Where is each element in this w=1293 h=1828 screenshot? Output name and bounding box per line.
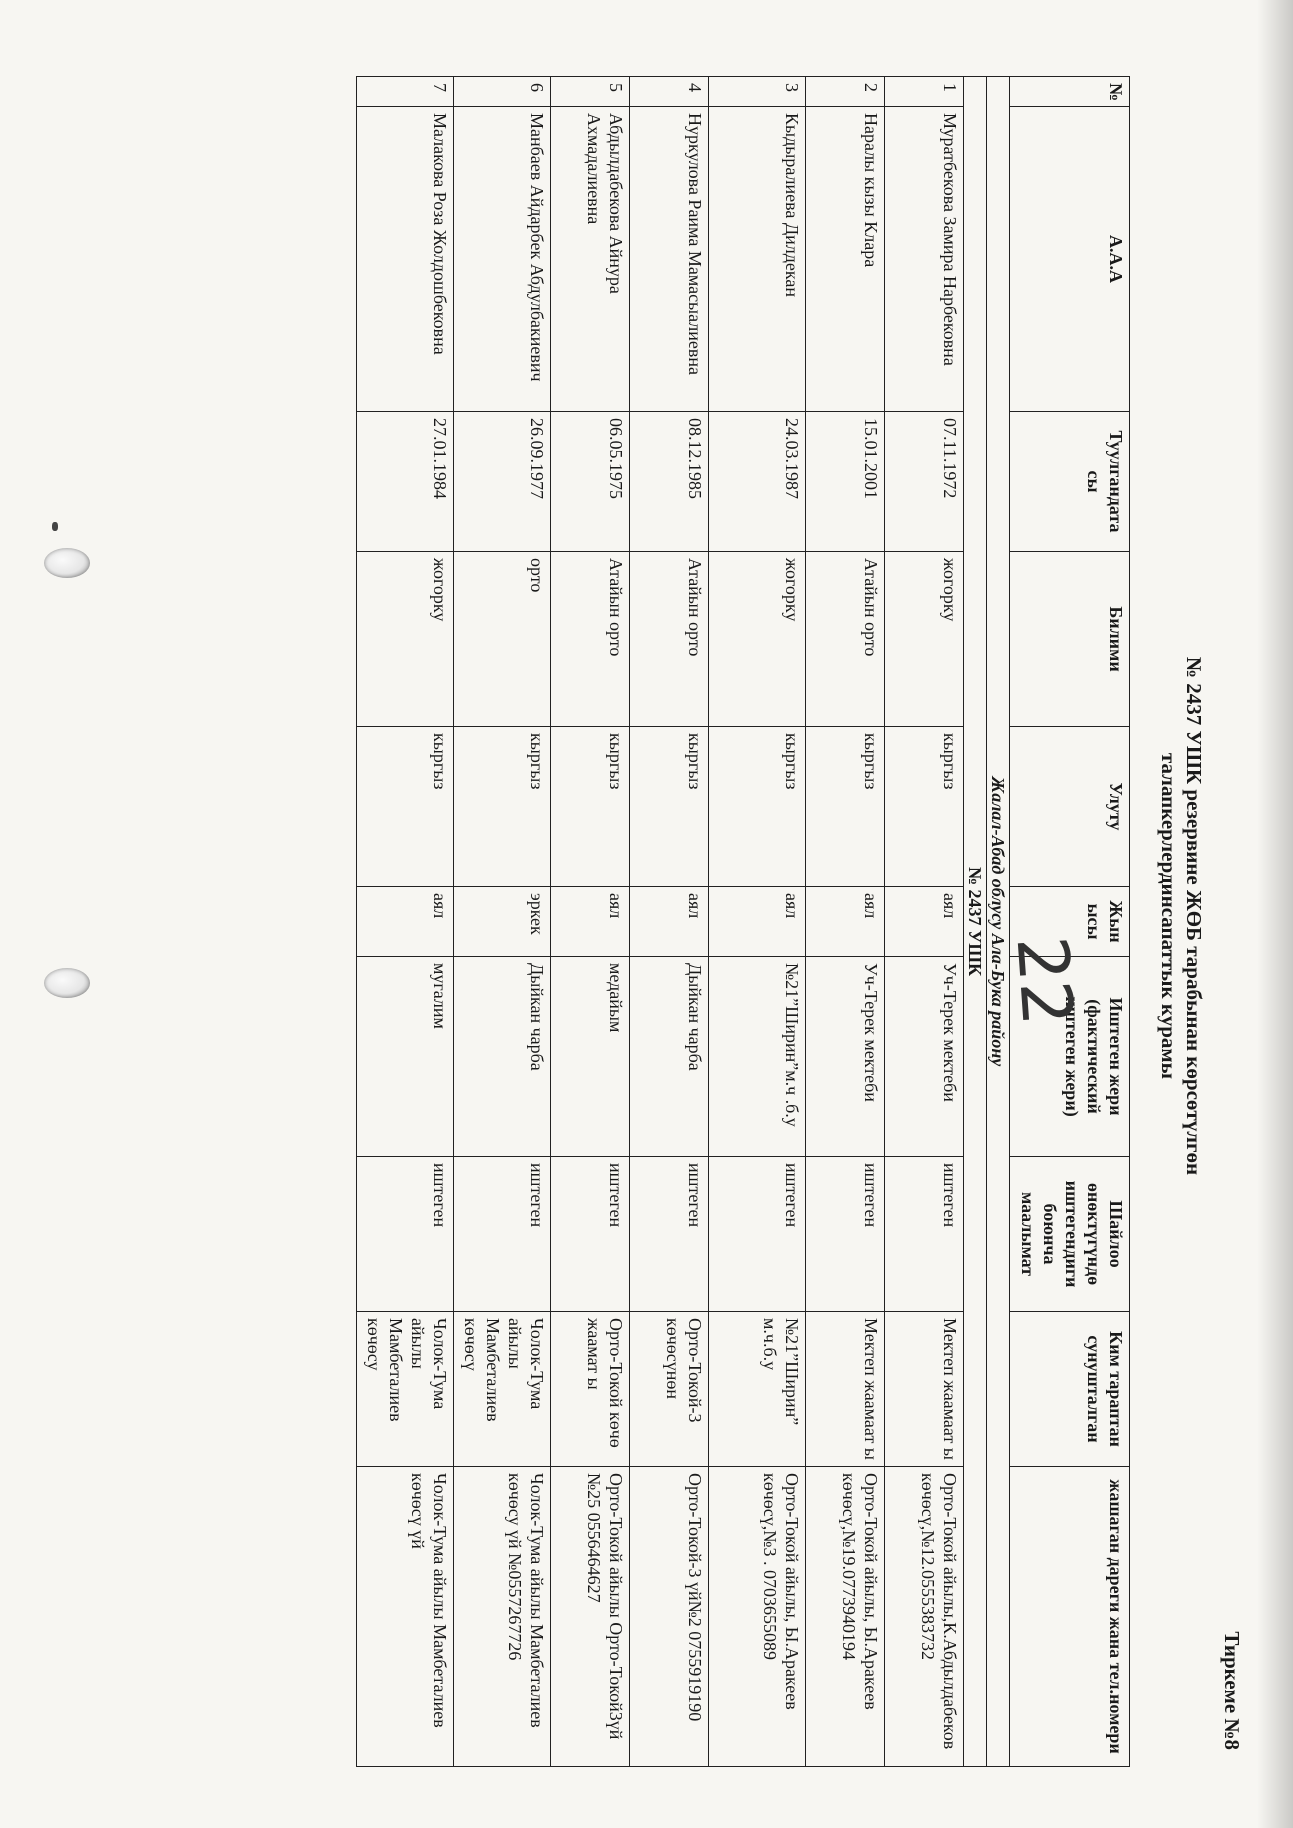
row-sex: аял — [709, 887, 806, 957]
row-nationality: кыргыз — [454, 727, 551, 887]
row-nationality: кыргыз — [709, 727, 806, 887]
row-election: иштеген — [709, 1157, 806, 1312]
row-nominated-by: Орто-Токой-3 көчөсүнөн — [630, 1312, 709, 1467]
row-dob: 26.09.1977 — [454, 412, 551, 552]
table-row — [630, 77, 709, 1767]
row-election: иштеген — [551, 1157, 630, 1312]
row-workplace: медайым — [551, 957, 630, 1157]
row-nationality: кыргыз — [885, 727, 964, 887]
row-education: Атайын орто — [806, 552, 885, 727]
candidates-table — [356, 76, 1130, 1767]
table-row — [454, 77, 551, 1767]
table-row — [709, 77, 806, 1767]
region-row — [987, 77, 1010, 1767]
row-no: 4 — [630, 77, 709, 107]
row-nominated-by: Чолок-Тума айылы Мамбеталиев көчөсу — [357, 1312, 454, 1467]
header-address: жашаган дареги жана тел.номери — [1010, 1467, 1130, 1767]
row-nationality: кыргыз — [806, 727, 885, 887]
row-name: Нуркулова Раима Мамасыалиевна — [630, 107, 709, 412]
row-sex: аял — [357, 887, 454, 957]
row-dob: 06.05.1975 — [551, 412, 630, 552]
header-sex: Жын ысы — [1010, 887, 1130, 957]
row-no: 5 — [551, 77, 630, 107]
row-sex: аял — [806, 887, 885, 957]
station-label: № 2437 УШК — [964, 77, 987, 1767]
appendix-label: Тиркеме №8 — [1220, 1631, 1244, 1750]
title-line-2: талапкерлердинсапаттык курамы — [1157, 752, 1181, 1080]
page-edge-shadow — [1257, 0, 1293, 1828]
row-sex: эркек — [454, 887, 551, 957]
row-address: Орто-Токой-3 үй№2 0755919190 — [630, 1467, 709, 1767]
header-workplace: Иштеген жери (фактический иштеген жери) — [1010, 957, 1130, 1157]
row-dob: 15.01.2001 — [806, 412, 885, 552]
row-dob: 08.12.1985 — [630, 412, 709, 552]
row-nominated-by: Чолок-Тума айылы Мамбеталиев көчөсү — [454, 1312, 551, 1467]
row-sex: аял — [551, 887, 630, 957]
row-nominated-by: №21”Ширин” м.ч.б.у — [709, 1312, 806, 1467]
row-dob: 07.11.1972 — [885, 412, 964, 552]
row-name: Наралы кызы Клара — [806, 107, 885, 412]
row-workplace: Дыйкан чарба — [630, 957, 709, 1157]
row-no: 2 — [806, 77, 885, 107]
row-election: иштеген — [630, 1157, 709, 1312]
row-workplace: №21”Ширин”м.ч .б.у — [709, 957, 806, 1157]
row-education: орто — [454, 552, 551, 727]
row-nominated-by: Мектеп жаамаат ы — [806, 1312, 885, 1467]
table-row — [806, 77, 885, 1767]
speck — [52, 522, 58, 531]
title-line-1: № 2437 УШК резервине ЖӨБ тарабынан көрсөтүлгөн — [1182, 656, 1206, 1176]
row-workplace: Уч-Терек мектеби — [806, 957, 885, 1157]
header-dob: Туулгандата сы — [1010, 412, 1130, 552]
row-address: Чолок-Тума айылы Мамбеталиев көчөсу үй №0557267726 — [454, 1467, 551, 1767]
row-name: Манбаев Айдарбек Абдулбакиевич — [454, 107, 551, 412]
region-label: Жалал-Абад облусу Ала-Бука району — [987, 77, 1010, 1767]
header-nominated-by: Ким тараптан сунушталган — [1010, 1312, 1130, 1467]
row-election: иштеген — [357, 1157, 454, 1312]
row-election: иштеген — [454, 1157, 551, 1312]
row-workplace: мугалим — [357, 957, 454, 1157]
table-row — [551, 77, 630, 1767]
row-no: 6 — [454, 77, 551, 107]
row-address: Орто-Токой айылы,К.Абдылдабеков көчөсү,№12.0555383732 — [885, 1467, 964, 1767]
punch-hole-icon — [44, 548, 90, 578]
row-sex: аял — [630, 887, 709, 957]
row-election: иштеген — [806, 1157, 885, 1312]
document-title — [1156, 56, 1206, 1776]
row-no: 7 — [357, 77, 454, 107]
row-education: жогорку — [885, 552, 964, 727]
rotated-document — [148, 56, 1258, 1776]
row-nominated-by: Орто-Токой көчө жаамат ы — [551, 1312, 630, 1467]
row-nationality: кыргыз — [551, 727, 630, 887]
header-no: № — [1010, 77, 1130, 107]
row-name: Абдылдабекова Айнура Ахмадалиевна — [551, 107, 630, 412]
header-education: Билими — [1010, 552, 1130, 727]
header-nationality: Улуту — [1010, 727, 1130, 887]
row-education: Атайын орто — [630, 552, 709, 727]
row-workplace: Дыйкан чарба — [454, 957, 551, 1157]
row-education: Атайын орто — [551, 552, 630, 727]
row-name: Муратбекова Замира Нарбековна — [885, 107, 964, 412]
table-header-row — [1010, 77, 1130, 1767]
row-name: Малакова Роза Жолдошбековна — [357, 107, 454, 412]
row-no: 3 — [709, 77, 806, 107]
row-nationality: кыргыз — [357, 727, 454, 887]
header-election-info: Шайлоо өнөктүгүндө иштегендиги боюнча маалымат — [1010, 1157, 1130, 1312]
row-address: Чолок-Тума айылы Мамбеталиев көчөсү үй — [357, 1467, 454, 1767]
row-name: Кыдыралиева Дилдекан — [709, 107, 806, 412]
row-sex: аял — [885, 887, 964, 957]
row-nationality: кыргыз — [630, 727, 709, 887]
row-address: Орто-Токой айылы, Ы.Аракеев көчөсү,№19.0773940194 — [806, 1467, 885, 1767]
table-row — [357, 77, 454, 1767]
row-education: жогорку — [357, 552, 454, 727]
station-row — [964, 77, 987, 1767]
table-row — [885, 77, 964, 1767]
row-nominated-by: Мектеп жаамаат ы — [885, 1312, 964, 1467]
punch-hole-icon — [44, 968, 90, 998]
row-address: Орто-Токой айылы Орто-Токой3үй №25 0556464627 — [551, 1467, 630, 1767]
handwritten-page-number: 22 — [1000, 933, 1089, 1029]
row-election: иштеген — [885, 1157, 964, 1312]
row-dob: 24.03.1987 — [709, 412, 806, 552]
row-education: жогорку — [709, 552, 806, 727]
row-no: 1 — [885, 77, 964, 107]
row-address: Орто-Токой айылы, Ы.Аракеев көчөсү,№3 . 0703655089 — [709, 1467, 806, 1767]
header-name: А.А.А — [1010, 107, 1130, 412]
row-workplace: Уч-Терек мектеби — [885, 957, 964, 1157]
row-dob: 27.01.1984 — [357, 412, 454, 552]
